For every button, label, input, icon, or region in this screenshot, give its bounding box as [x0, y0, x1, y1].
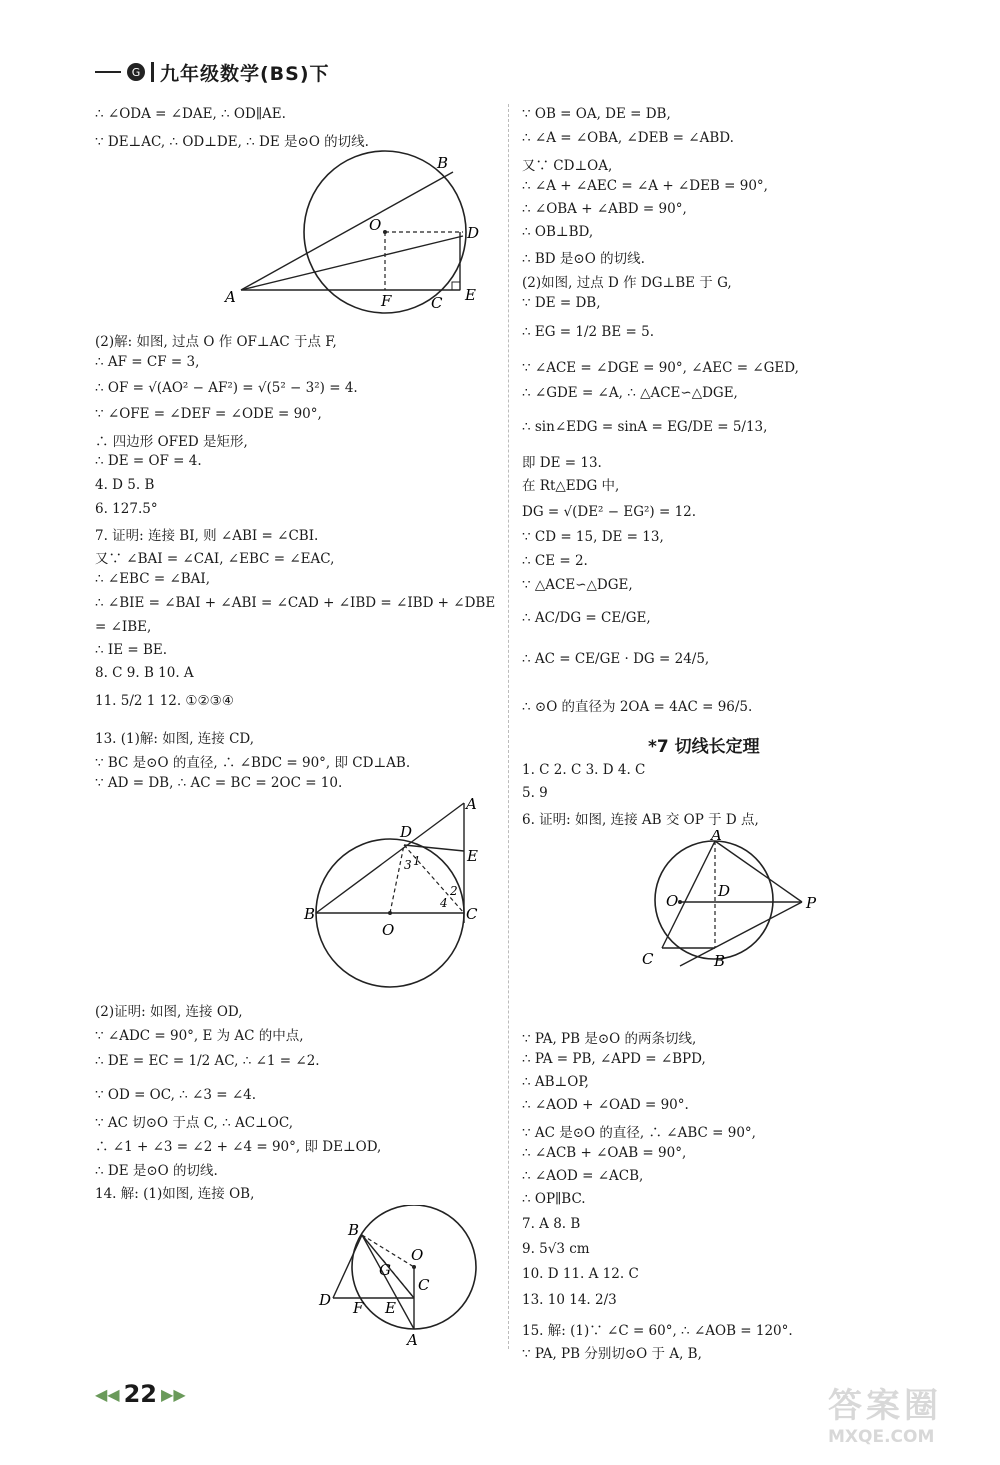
text-line: ∴ OF = √(AO² − AF²) = √(5² − 3²) = 4. — [95, 380, 358, 396]
segment-ab — [241, 172, 453, 290]
text-line: ∵ CD = 15, DE = 13, — [522, 529, 664, 545]
label-2: 2 — [450, 884, 458, 898]
segment-bp — [680, 902, 802, 966]
section-title: *7 切线长定理 — [648, 737, 760, 757]
label-b: B — [304, 905, 316, 923]
text-line: ∴ OP∥BC. — [522, 1191, 586, 1207]
text-line: 8. C 9. B 10. A — [95, 665, 194, 681]
text-line: ∴ sin∠EDG = sinA = EG/DE = 5/13, — [522, 419, 768, 435]
page-number-value: 22 — [123, 1380, 158, 1408]
text-line: ∴ 四边形 OFED 是矩形, — [95, 434, 248, 450]
point-o — [383, 230, 387, 234]
text-line: 7. 证明: 连接 BI, 则 ∠ABI = ∠CBI. — [95, 528, 319, 544]
text-line: ∴ AC/DG = CE/GE, — [522, 610, 651, 626]
label-c: C — [466, 905, 478, 923]
label-d: D — [467, 224, 480, 242]
label-4: 4 — [440, 896, 448, 910]
segment-ad — [241, 236, 463, 290]
book-logo-icon: G — [127, 63, 145, 81]
figure-tangent-lines — [622, 830, 842, 970]
text-line: 14. 解: (1)如图, 连接 OB, — [95, 1186, 255, 1202]
figure-circle-tangent-3 — [215, 1205, 485, 1350]
label-a: A — [225, 288, 236, 306]
text-line: 13. 10 14. 2/3 — [522, 1292, 617, 1308]
text-line: ∵ DE⊥AC, ∴ OD⊥DE, ∴ DE 是⊙O 的切线. — [95, 134, 369, 150]
label-b: B — [437, 154, 449, 172]
label-b: B — [348, 1221, 360, 1239]
label-d: D — [400, 823, 413, 841]
label-c: C — [642, 950, 654, 968]
text-line: ∵ AD = DB, ∴ AC = BC = 2OC = 10. — [95, 775, 343, 791]
segment-de — [404, 845, 464, 851]
text-line: ∵ OD = OC, ∴ ∠3 = ∠4. — [95, 1087, 257, 1103]
text-line: ∴ ∠ODA = ∠DAE, ∴ OD∥AE. — [95, 106, 286, 122]
text-line: 又∵ ∠BAI = ∠CAI, ∠EBC = ∠EAC, — [95, 551, 335, 567]
text-line: ∴ ∠BIE = ∠BAI + ∠ABI = ∠CAD + ∠IBD = ∠IBD + ∠DBE — [95, 595, 496, 611]
label-b: B — [714, 952, 726, 970]
text-line: 10. D 11. A 12. C — [522, 1266, 639, 1282]
text-line: 15. 解: (1)∵ ∠C = 60°, ∴ ∠AOB = 120°. — [522, 1323, 793, 1339]
segment-bd — [333, 1235, 362, 1298]
left-arrow-icon: ◀◀ — [95, 1384, 120, 1404]
label-a: A — [466, 795, 477, 813]
text-line: ∵ AC 是⊙O 的直径, ∴ ∠ABC = 90°, — [522, 1125, 756, 1141]
text-line: ∴ EG = 1/2 BE = 5. — [522, 324, 654, 340]
label-1: 1 — [413, 854, 421, 868]
text-line: 6. 证明: 如图, 连接 AB 交 OP 于 D 点, — [522, 812, 759, 828]
text-line: = ∠IBE, — [95, 619, 152, 635]
text-line: 11. 5/2 1 12. ①②③④ — [95, 693, 234, 709]
text-line: (2)证明: 如图, 连接 OD, — [95, 1004, 243, 1020]
segment-od — [390, 845, 404, 913]
label-e: E — [385, 1299, 396, 1317]
page-number — [95, 1380, 186, 1408]
text-line: DG = √(DE² − EG²) = 12. — [522, 504, 697, 520]
label-o: O — [369, 216, 382, 234]
text-line: ∴ DE 是⊙O 的切线. — [95, 1163, 218, 1179]
text-line: ∵ OB = OA, DE = DB, — [522, 106, 671, 122]
text-line: ∵ DE = DB, — [522, 295, 601, 311]
text-line: ∴ ⊙O 的直径为 2OA = 4AC = 96/5. — [522, 699, 753, 715]
label-a: A — [711, 830, 722, 844]
text-line: ∴ ∠AOD + ∠OAD = 90°. — [522, 1097, 689, 1113]
text-line: ∴ PA = PB, ∠APD = ∠BPD, — [522, 1051, 706, 1067]
text-line: ∵ BC 是⊙O 的直径, ∴ ∠BDC = 90°, 即 CD⊥AB. — [95, 755, 411, 771]
text-line: ∴ ∠AOD = ∠ACB, — [522, 1168, 644, 1184]
text-line: ∴ DE = OF = 4. — [95, 453, 202, 469]
column-divider — [508, 104, 509, 1349]
text-line: ∴ BD 是⊙O 的切线. — [522, 251, 645, 267]
text-line: 6. 127.5° — [95, 501, 158, 517]
label-e: E — [465, 286, 476, 304]
watermark-text: 答案圈 — [828, 1386, 942, 1426]
point-o — [412, 1265, 416, 1269]
watermark — [828, 1378, 978, 1456]
text-line: ∵ PA, PB 分别切⊙O 于 A, B, — [522, 1346, 702, 1362]
label-o: O — [666, 892, 679, 910]
label-o: O — [382, 921, 395, 939]
text-line: ∴ IE = BE. — [95, 642, 168, 658]
text-line: ∴ ∠A = ∠OBA, ∠DEB = ∠ABD. — [522, 130, 734, 146]
label-f: F — [353, 1299, 364, 1317]
text-line: 又∵ CD⊥OA, — [522, 158, 613, 174]
right-column — [522, 0, 942, 1465]
text-line: ∵ ∠ADC = 90°, E 为 AC 的中点, — [95, 1028, 304, 1044]
figure-circle-tangent-2 — [200, 795, 500, 990]
text-line: ∴ ∠OBA + ∠ABD = 90°, — [522, 201, 687, 217]
text-line: ∵ ∠ACE = ∠DGE = 90°, ∠AEC = ∠GED, — [522, 360, 799, 376]
text-line: ∴ ∠GDE = ∠A, ∴ △ACE∽△DGE, — [522, 385, 738, 401]
label-c: C — [431, 294, 443, 312]
text-line: ∴ ∠1 + ∠3 = ∠2 + ∠4 = 90°, 即 DE⊥OD, — [95, 1139, 382, 1155]
text-line: ∴ ∠ACB + ∠OAB = 90°, — [522, 1145, 687, 1161]
text-line: 1. C 2. C 3. D 4. C — [522, 762, 646, 778]
label-p: P — [806, 894, 817, 912]
text-line: ∴ DE = EC = 1/2 AC, ∴ ∠1 = ∠2. — [95, 1053, 320, 1069]
point-o — [388, 911, 392, 915]
text-line: ∵ ∠OFE = ∠DEF = ∠ODE = 90°, — [95, 406, 322, 422]
text-line: ∴ OB⊥BD, — [522, 224, 594, 240]
text-line: ∴ AF = CF = 3, — [95, 354, 200, 370]
text-line: 9. 5√3 cm — [522, 1241, 590, 1257]
text-line: 在 Rt△EDG 中, — [522, 478, 620, 494]
label-a: A — [407, 1331, 418, 1349]
text-line: 7. A 8. B — [522, 1216, 581, 1232]
text-line: ∵ PA, PB 是⊙O 的两条切线, — [522, 1031, 697, 1047]
label-3: 3 — [404, 858, 412, 872]
text-line: (2)解: 如图, 过点 O 作 OF⊥AC 于点 F, — [95, 334, 337, 350]
text-line: ∴ AB⊥OP, — [522, 1074, 589, 1090]
text-line: ∴ AC = CE/GE · DG = 24/5, — [522, 651, 710, 667]
label-c: C — [418, 1276, 430, 1294]
text-line: 5. 9 — [522, 785, 548, 801]
text-line: ∴ ∠A + ∠AEC = ∠A + ∠DEB = 90°, — [522, 178, 768, 194]
right-angle-mark — [452, 282, 460, 290]
figure-circle-tangent-1 — [205, 150, 495, 315]
book-title: 九年级数学(BS)下 — [160, 62, 330, 85]
label-d: D — [319, 1291, 332, 1309]
text-line: ∴ ∠EBC = ∠BAI, — [95, 571, 211, 587]
label-e: E — [467, 847, 478, 865]
text-line: 13. (1)解: 如图, 连接 CD, — [95, 731, 255, 747]
watermark-url: MXQE.COM — [828, 1427, 935, 1447]
text-line: ∵ AC 切⊙O 于点 C, ∴ AC⊥OC, — [95, 1115, 294, 1131]
left-column — [95, 0, 505, 1465]
right-arrow-icon: ▶▶ — [161, 1384, 186, 1404]
label-o: O — [411, 1246, 424, 1264]
text-line: 4. D 5. B — [95, 477, 155, 493]
text-line: 即 DE = 13. — [522, 455, 602, 471]
label-d: D — [718, 882, 731, 900]
text-line: (2)如图, 过点 D 作 DG⊥BE 于 G, — [522, 275, 732, 291]
text-line: ∵ △ACE∽△DGE, — [522, 577, 633, 593]
point-o — [678, 900, 682, 904]
label-g: G — [379, 1261, 391, 1279]
text-line: ∴ CE = 2. — [522, 553, 588, 569]
label-f: F — [381, 292, 392, 310]
